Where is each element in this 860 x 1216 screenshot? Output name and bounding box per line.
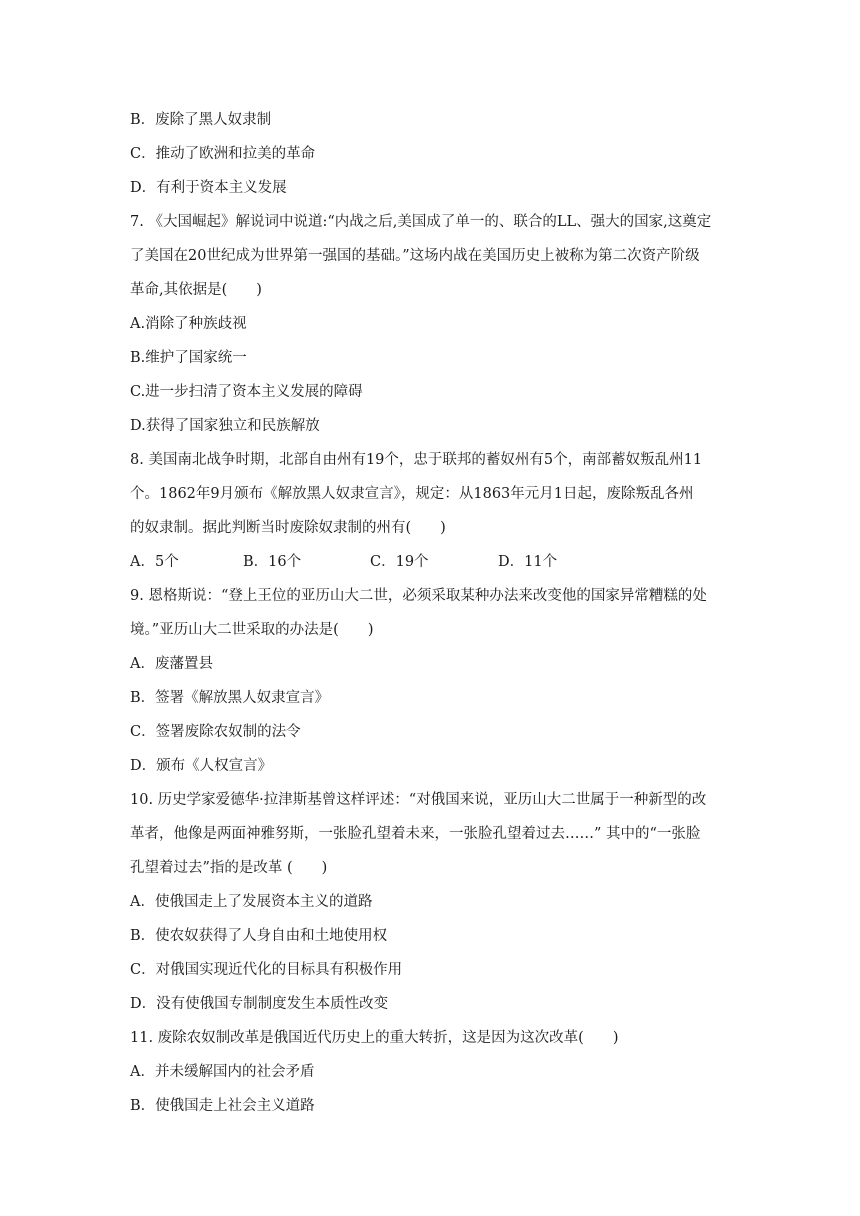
q10-option-d: D．没有使俄国专制制度发生本质性改变 xyxy=(130,996,389,1012)
q6-option-c: C．推动了欧洲和拉美的革命 xyxy=(130,146,316,162)
q10-stem-line-2: 革者，他像是两面神雅努斯，一张脸孔望着未来，一张脸孔望着过去……” 其中的“一张脸 xyxy=(130,826,701,842)
q8-option-b: B．16个 xyxy=(243,554,302,570)
q8-option-a: A．5个 xyxy=(130,554,179,570)
q6-option-d: D．有利于资本主义发展 xyxy=(130,180,287,196)
q7-stem-line-2: 了美国在20世纪成为世界第一强国的基础。”这场内战在美国历史上被称为第二次资产阶级 xyxy=(130,248,700,264)
q10-stem-line-3: 孔望着过去”指的是改革 ( ) xyxy=(130,860,328,876)
q9-option-c: C．签署废除农奴制的法令 xyxy=(130,724,301,740)
q9-option-d: D．颁布《人权宣言》 xyxy=(130,758,273,774)
q7-option-c: C.进一步扫清了资本主义发展的障碍 xyxy=(130,384,363,400)
q10-stem-line-1: 10. 历史学家爱德华·拉津斯基曾这样评述：“对俄国来说，亚历山大二世属于一种新型的改 xyxy=(130,792,707,808)
q9-stem-line-1: 9. 恩格斯说：“登上王位的亚历山大二世，必须采取某种办法来改变他的国家异常糟糕的处 xyxy=(130,588,707,604)
q8-option-d: D．11个 xyxy=(498,554,558,570)
q9-stem-line-2: 境。”亚历山大二世采取的办法是( ) xyxy=(130,622,374,638)
q7-option-a: A.消除了种族歧视 xyxy=(130,316,247,332)
q8-stem-line-2: 个。1862年9月颁布《解放黑人奴隶宣言》，规定：从1863年元月1日起，废除叛乱各州 xyxy=(130,486,694,502)
q10-option-c: C．对俄国实现近代化的目标具有积极作用 xyxy=(130,962,403,978)
q10-option-a: A．使俄国走上了发展资本主义的道路 xyxy=(130,894,373,910)
q9-option-b: B．签署《解放黑人奴隶宣言》 xyxy=(130,690,330,706)
q10-option-b: B．使农奴获得了人身自由和土地使用权 xyxy=(130,928,388,944)
q9-option-a: A．废藩置县 xyxy=(130,656,213,672)
q6-option-b: B．废除了黑人奴隶制 xyxy=(130,112,272,128)
q7-option-d: D.获得了国家独立和民族解放 xyxy=(130,418,320,434)
q7-option-b: B.维护了国家统一 xyxy=(130,350,247,366)
q8-option-c: C．19个 xyxy=(370,554,429,570)
q8-stem-line-3: 的奴隶制。据此判断当时废除奴隶制的州有( ) xyxy=(130,520,446,536)
q11-option-a: A．并未缓解国内的社会矛盾 xyxy=(130,1064,315,1080)
q7-stem-line-1: 7. 《大国崛起》解说词中说道:“内战之后,美国成了单一的、联合的LL、强大的国家,这奠定 xyxy=(130,214,712,230)
q11-stem-line-1: 11. 废除农奴制改革是俄国近代历史上的重大转折，这是因为这次改革( ) xyxy=(130,1030,619,1046)
q11-option-b: B．使俄国走上社会主义道路 xyxy=(130,1098,315,1114)
q7-stem-line-3: 革命,其依据是( ) xyxy=(130,282,262,298)
q8-stem-line-1: 8. 美国南北战争时期，北部自由州有19个，忠于联邦的蓄奴州有5个，南部蓄奴叛乱州11 xyxy=(130,452,703,468)
